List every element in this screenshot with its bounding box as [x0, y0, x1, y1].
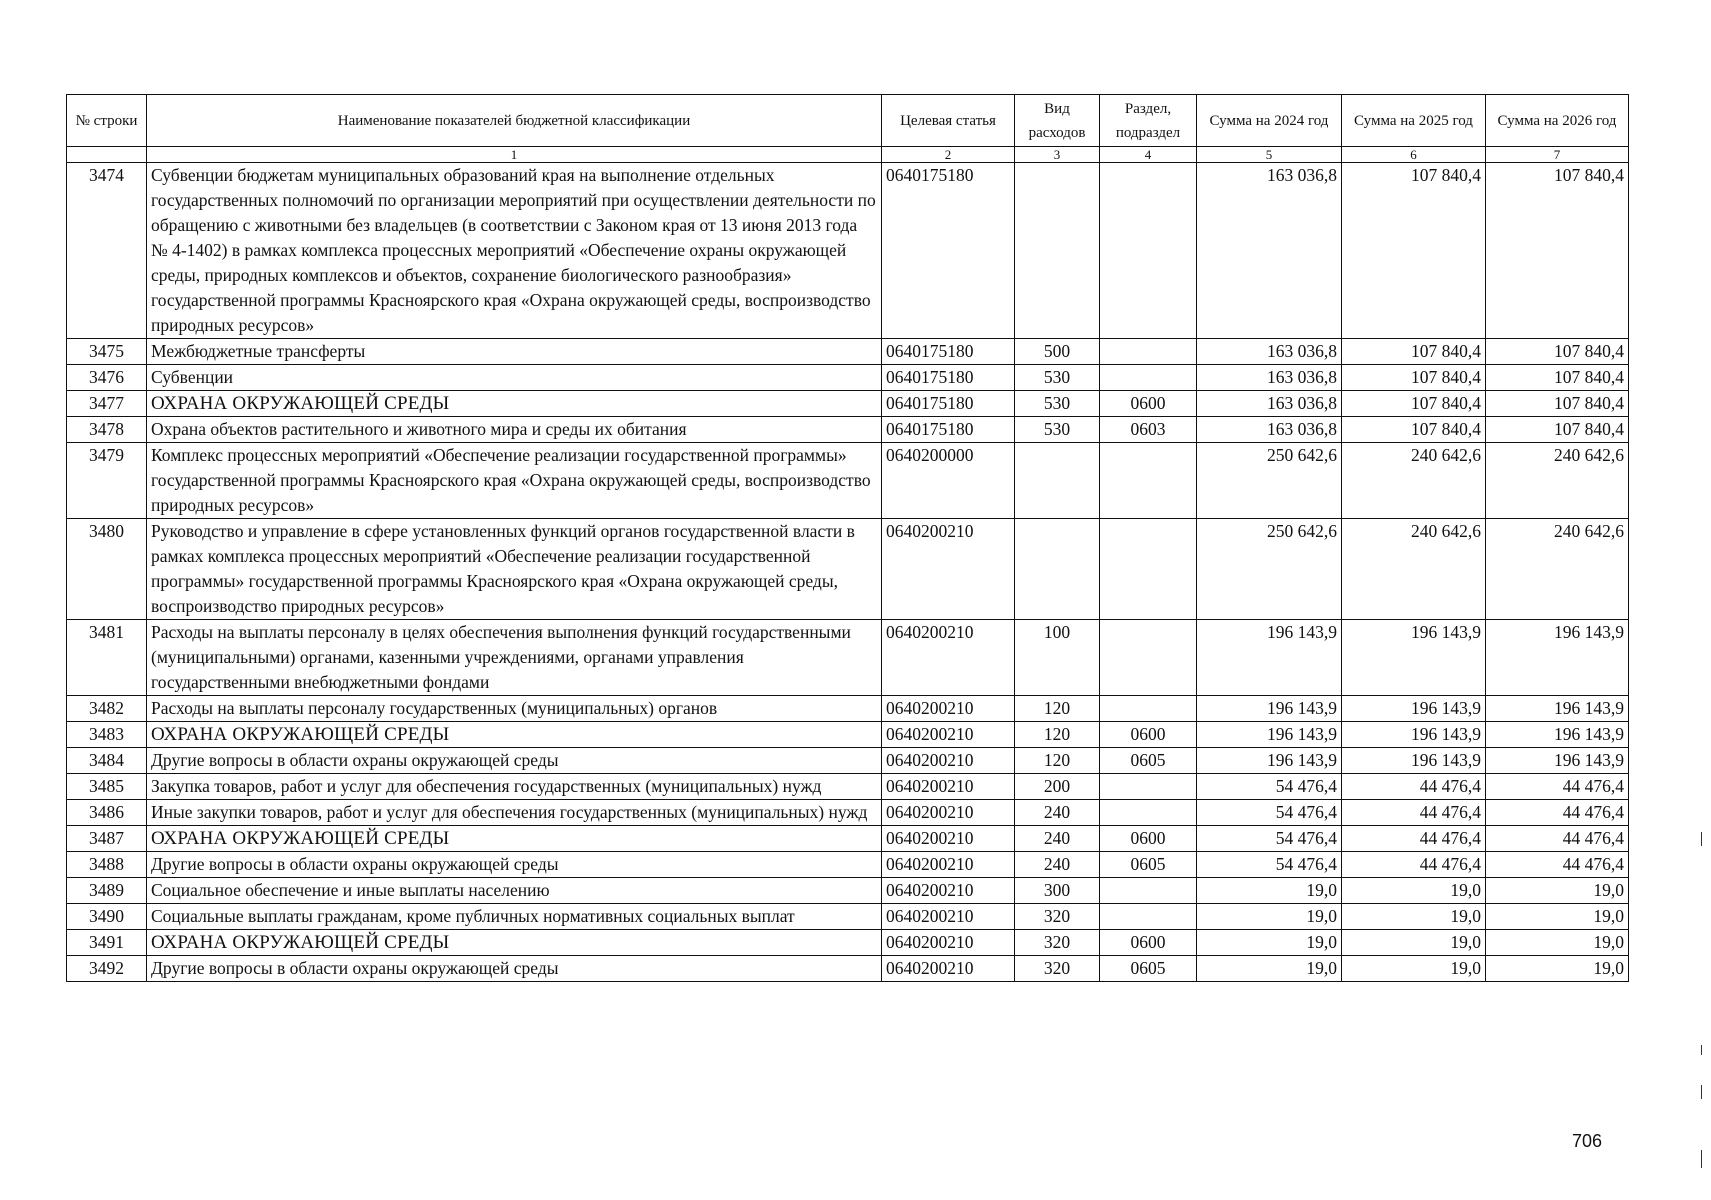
- row-target-article: 0640175180: [882, 365, 1015, 391]
- row-sum-2024: 196 143,9: [1197, 696, 1342, 722]
- row-expense-type: 200: [1015, 774, 1100, 800]
- row-number: 3478: [67, 417, 147, 443]
- column-number: 7: [1486, 147, 1629, 163]
- row-name: ОХРАНА ОКРУЖАЮЩЕЙ СРЕДЫ: [147, 722, 882, 748]
- row-sum-2024: 19,0: [1197, 904, 1342, 930]
- row-target-article: 0640175180: [882, 339, 1015, 365]
- row-section: [1100, 339, 1197, 365]
- row-sum-2025: 19,0: [1342, 956, 1486, 982]
- row-expense-type: [1015, 443, 1100, 519]
- row-sum-2026: 196 143,9: [1486, 722, 1629, 748]
- row-section: 0600: [1100, 391, 1197, 417]
- header-sum-2024: Сумма на 2024 год: [1197, 95, 1342, 147]
- row-section: 0605: [1100, 956, 1197, 982]
- row-name: ОХРАНА ОКРУЖАЮЩЕЙ СРЕДЫ: [147, 826, 882, 852]
- row-sum-2025: 107 840,4: [1342, 339, 1486, 365]
- scan-margin-mark: [1701, 832, 1702, 846]
- row-expense-type: 240: [1015, 800, 1100, 826]
- row-sum-2024: 250 642,6: [1197, 519, 1342, 620]
- row-expense-type: 530: [1015, 365, 1100, 391]
- table-row: [67, 852, 1629, 878]
- row-name: ОХРАНА ОКРУЖАЮЩЕЙ СРЕДЫ: [147, 930, 882, 956]
- row-section: [1100, 443, 1197, 519]
- table-header-row: [67, 95, 1629, 147]
- row-number: 3480: [67, 519, 147, 620]
- table-row: [67, 391, 1629, 417]
- header-target-article: Целевая статья: [882, 95, 1015, 147]
- row-name: Иные закупки товаров, работ и услуг для обеспечения государственных (муниципальных) нужд: [147, 800, 882, 826]
- row-expense-type: 320: [1015, 956, 1100, 982]
- scan-margin-mark: [1701, 1045, 1702, 1055]
- row-name: Другие вопросы в области охраны окружающей среды: [147, 748, 882, 774]
- row-expense-type: 100: [1015, 620, 1100, 696]
- row-sum-2024: 163 036,8: [1197, 391, 1342, 417]
- row-sum-2025: 19,0: [1342, 930, 1486, 956]
- row-sum-2026: 19,0: [1486, 930, 1629, 956]
- row-expense-type: 300: [1015, 878, 1100, 904]
- row-sum-2024: 250 642,6: [1197, 443, 1342, 519]
- row-expense-type: 320: [1015, 904, 1100, 930]
- row-number: 3476: [67, 365, 147, 391]
- row-sum-2026: 196 143,9: [1486, 696, 1629, 722]
- row-sum-2025: 240 642,6: [1342, 443, 1486, 519]
- row-name: Закупка товаров, работ и услуг для обеспечения государственных (муниципальных) нужд: [147, 774, 882, 800]
- row-sum-2026: 44 476,4: [1486, 800, 1629, 826]
- row-number: 3479: [67, 443, 147, 519]
- row-target-article: 0640175180: [882, 391, 1015, 417]
- row-number: 3477: [67, 391, 147, 417]
- row-sum-2024: 54 476,4: [1197, 800, 1342, 826]
- row-sum-2026: 196 143,9: [1486, 620, 1629, 696]
- row-target-article: 0640200210: [882, 519, 1015, 620]
- row-section: 0600: [1100, 722, 1197, 748]
- row-target-article: 0640200000: [882, 443, 1015, 519]
- row-sum-2026: 107 840,4: [1486, 365, 1629, 391]
- scan-margin-mark: [1701, 1150, 1702, 1168]
- row-sum-2024: 19,0: [1197, 930, 1342, 956]
- row-number: 3481: [67, 620, 147, 696]
- table-row: [67, 956, 1629, 982]
- table-row: [67, 774, 1629, 800]
- table-row: [67, 365, 1629, 391]
- row-section: [1100, 696, 1197, 722]
- budget-table: [66, 94, 1629, 982]
- row-number: 3485: [67, 774, 147, 800]
- row-target-article: 0640200210: [882, 826, 1015, 852]
- header-section: Раздел, подраздел: [1100, 95, 1197, 147]
- row-name: Другие вопросы в области охраны окружающей среды: [147, 956, 882, 982]
- row-number: 3492: [67, 956, 147, 982]
- column-number: 3: [1015, 147, 1100, 163]
- row-sum-2025: 107 840,4: [1342, 365, 1486, 391]
- row-section: [1100, 800, 1197, 826]
- row-sum-2025: 19,0: [1342, 904, 1486, 930]
- row-sum-2024: 196 143,9: [1197, 748, 1342, 774]
- row-expense-type: 530: [1015, 417, 1100, 443]
- row-section: [1100, 163, 1197, 339]
- row-sum-2026: 240 642,6: [1486, 443, 1629, 519]
- row-sum-2024: 163 036,8: [1197, 163, 1342, 339]
- row-section: [1100, 878, 1197, 904]
- table-row: [67, 800, 1629, 826]
- row-section: [1100, 519, 1197, 620]
- header-sum-2026: Сумма на 2026 год: [1486, 95, 1629, 147]
- row-sum-2026: 107 840,4: [1486, 339, 1629, 365]
- row-sum-2024: 54 476,4: [1197, 852, 1342, 878]
- row-sum-2024: 196 143,9: [1197, 722, 1342, 748]
- column-number: 6: [1342, 147, 1486, 163]
- scan-margin-mark: [1701, 1085, 1702, 1099]
- row-sum-2026: 240 642,6: [1486, 519, 1629, 620]
- row-sum-2026: 107 840,4: [1486, 391, 1629, 417]
- column-number: 2: [882, 147, 1015, 163]
- row-section: 0600: [1100, 826, 1197, 852]
- row-sum-2026: 44 476,4: [1486, 826, 1629, 852]
- row-section: [1100, 365, 1197, 391]
- column-number: 4: [1100, 147, 1197, 163]
- row-number: 3487: [67, 826, 147, 852]
- row-target-article: 0640175180: [882, 163, 1015, 339]
- row-sum-2024: 196 143,9: [1197, 620, 1342, 696]
- row-section: 0605: [1100, 852, 1197, 878]
- row-sum-2024: 163 036,8: [1197, 365, 1342, 391]
- row-sum-2026: 19,0: [1486, 956, 1629, 982]
- row-section: [1100, 904, 1197, 930]
- header-sum-2025: Сумма на 2025 год: [1342, 95, 1486, 147]
- column-number: 1: [147, 147, 882, 163]
- row-name: Субвенции: [147, 365, 882, 391]
- table-row: [67, 620, 1629, 696]
- row-number: 3486: [67, 800, 147, 826]
- row-section: [1100, 774, 1197, 800]
- table-row: [67, 417, 1629, 443]
- row-name: Руководство и управление в сфере установленных функций органов государственной власти в рамках комплекса процессных мероприятий «Обеспечение реализации государственной программы» государственной программы Красноярского края «Охрана окружающей среды, воспроизводство природных ресурсов»: [147, 519, 882, 620]
- table-row: [67, 930, 1629, 956]
- row-target-article: 0640200210: [882, 930, 1015, 956]
- table-row: [67, 339, 1629, 365]
- row-target-article: 0640200210: [882, 878, 1015, 904]
- row-target-article: 0640200210: [882, 722, 1015, 748]
- row-expense-type: 500: [1015, 339, 1100, 365]
- row-target-article: 0640200210: [882, 774, 1015, 800]
- row-sum-2025: 196 143,9: [1342, 620, 1486, 696]
- table-row: [67, 722, 1629, 748]
- row-section: 0605: [1100, 748, 1197, 774]
- row-sum-2025: 107 840,4: [1342, 391, 1486, 417]
- table-row: [67, 696, 1629, 722]
- table-row: [67, 826, 1629, 852]
- row-sum-2025: 196 143,9: [1342, 748, 1486, 774]
- row-name: Субвенции бюджетам муниципальных образований края на выполнение отдельных государственных полномочий по организации мероприятий при осуществлении деятельности по обращению с животными без владельцев (в соответствии с Законом края от 13 июня 2013 года № 4-1402) в рамках комплекса процессных мероприятий «Обеспечение охраны окружающей среды, природных комплексов и объектов, сохранение биологического разнообразия» государственной программы Красноярского края «Охрана окружающей среды, воспроизводство природных ресурсов»: [147, 163, 882, 339]
- row-name: Расходы на выплаты персоналу в целях обеспечения выполнения функций государственными (муниципальными) органами, казенными учреждениями, органами управления государственными внебюджетными фондами: [147, 620, 882, 696]
- header-row-number: № строки: [67, 95, 147, 147]
- row-sum-2026: 44 476,4: [1486, 774, 1629, 800]
- column-number: 5: [1197, 147, 1342, 163]
- page-number: 706: [1572, 1131, 1603, 1151]
- row-expense-type: [1015, 163, 1100, 339]
- row-name: Охрана объектов растительного и животного мира и среды их обитания: [147, 417, 882, 443]
- row-sum-2024: 19,0: [1197, 956, 1342, 982]
- row-section: 0600: [1100, 930, 1197, 956]
- row-number: 3482: [67, 696, 147, 722]
- row-sum-2026: 107 840,4: [1486, 163, 1629, 339]
- row-number: 3488: [67, 852, 147, 878]
- row-sum-2024: 163 036,8: [1197, 339, 1342, 365]
- row-sum-2024: 163 036,8: [1197, 417, 1342, 443]
- row-name: ОХРАНА ОКРУЖАЮЩЕЙ СРЕДЫ: [147, 391, 882, 417]
- row-name: Расходы на выплаты персоналу государственных (муниципальных) органов: [147, 696, 882, 722]
- table-row: [67, 519, 1629, 620]
- row-name: Комплекс процессных мероприятий «Обеспечение реализации государственной программы» государственной программы Красноярского края «Охрана окружающей среды, воспроизводство природных ресурсов»: [147, 443, 882, 519]
- row-sum-2024: 54 476,4: [1197, 774, 1342, 800]
- row-sum-2025: 44 476,4: [1342, 826, 1486, 852]
- table-row: [67, 748, 1629, 774]
- row-name: Социальные выплаты гражданам, кроме публичных нормативных социальных выплат: [147, 904, 882, 930]
- row-expense-type: 240: [1015, 826, 1100, 852]
- row-sum-2025: 44 476,4: [1342, 774, 1486, 800]
- row-number: 3491: [67, 930, 147, 956]
- row-sum-2025: 44 476,4: [1342, 852, 1486, 878]
- row-target-article: 0640200210: [882, 748, 1015, 774]
- row-sum-2025: 196 143,9: [1342, 722, 1486, 748]
- row-expense-type: 320: [1015, 930, 1100, 956]
- table-row: [67, 904, 1629, 930]
- row-number: 3490: [67, 904, 147, 930]
- row-sum-2026: 196 143,9: [1486, 748, 1629, 774]
- row-expense-type: 530: [1015, 391, 1100, 417]
- row-target-article: 0640200210: [882, 620, 1015, 696]
- row-target-article: 0640200210: [882, 696, 1015, 722]
- row-sum-2025: 19,0: [1342, 878, 1486, 904]
- row-sum-2024: 19,0: [1197, 878, 1342, 904]
- row-expense-type: 240: [1015, 852, 1100, 878]
- row-target-article: 0640200210: [882, 904, 1015, 930]
- table-row: [67, 163, 1629, 339]
- row-sum-2025: 196 143,9: [1342, 696, 1486, 722]
- row-sum-2026: 107 840,4: [1486, 417, 1629, 443]
- row-name: Межбюджетные трансферты: [147, 339, 882, 365]
- row-expense-type: 120: [1015, 748, 1100, 774]
- row-sum-2026: 19,0: [1486, 878, 1629, 904]
- row-number: 3489: [67, 878, 147, 904]
- row-section: [1100, 620, 1197, 696]
- row-target-article: 0640200210: [882, 956, 1015, 982]
- row-sum-2025: 107 840,4: [1342, 417, 1486, 443]
- table-row: [67, 443, 1629, 519]
- row-name: Социальное обеспечение и иные выплаты населению: [147, 878, 882, 904]
- table-row: [67, 878, 1629, 904]
- column-number: [67, 147, 147, 163]
- row-target-article: 0640200210: [882, 852, 1015, 878]
- row-expense-type: 120: [1015, 722, 1100, 748]
- row-sum-2025: 44 476,4: [1342, 800, 1486, 826]
- row-section: 0603: [1100, 417, 1197, 443]
- header-name: Наименование показателей бюджетной классификации: [147, 95, 882, 147]
- row-target-article: 0640175180: [882, 417, 1015, 443]
- row-number: 3474: [67, 163, 147, 339]
- column-numbers-row: [67, 147, 1629, 163]
- row-number: 3475: [67, 339, 147, 365]
- row-sum-2026: 19,0: [1486, 904, 1629, 930]
- header-expense-type: Вид расходов: [1015, 95, 1100, 147]
- row-sum-2026: 44 476,4: [1486, 852, 1629, 878]
- row-target-article: 0640200210: [882, 800, 1015, 826]
- row-sum-2024: 54 476,4: [1197, 826, 1342, 852]
- row-sum-2025: 240 642,6: [1342, 519, 1486, 620]
- row-expense-type: [1015, 519, 1100, 620]
- row-sum-2025: 107 840,4: [1342, 163, 1486, 339]
- row-name: Другие вопросы в области охраны окружающей среды: [147, 852, 882, 878]
- row-number: 3483: [67, 722, 147, 748]
- row-expense-type: 120: [1015, 696, 1100, 722]
- row-number: 3484: [67, 748, 147, 774]
